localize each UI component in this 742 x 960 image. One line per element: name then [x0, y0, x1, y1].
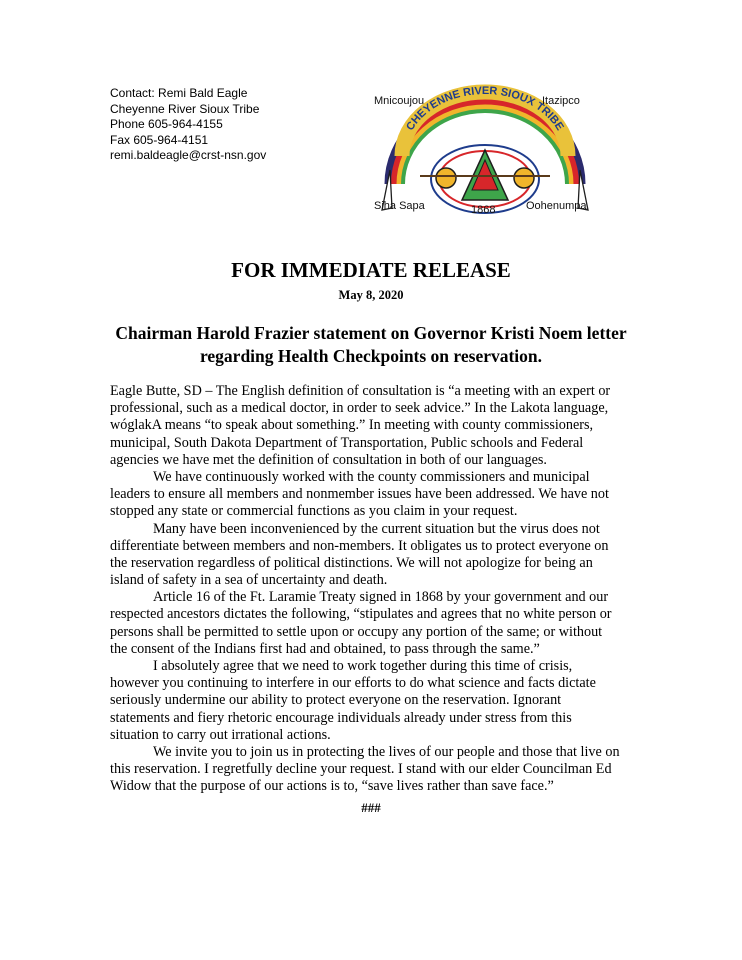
tribe-seal-icon — [366, 84, 604, 224]
headline-line: Chairman Harold Frazier statement on Governor Kristi Noem letter — [115, 323, 627, 343]
logo-label-itazipco: Itazipco — [542, 95, 580, 107]
body-line: I absolutely agree that we need to work together during this time of crisis, — [153, 658, 573, 674]
body-line: stopped any state or commercial functions as you claim in your request. — [110, 503, 518, 520]
body-line: municipal, South Dakota Department of Transportation, Public schools and Federal — [110, 434, 584, 451]
logo-label-oohenumpa: Oohenumpa — [526, 200, 587, 212]
body-line: agencies we have met the definition of consultation in both of our languages. — [110, 451, 547, 468]
body-line: this reservation. I regretfully decline your request. I stand with our elder Councilman Ed — [110, 761, 612, 778]
statement-body — [110, 383, 710, 796]
body-line: persons shall be permitted to settle upon or occupy any portion of the same; or without — [110, 623, 603, 640]
contact-block — [110, 86, 266, 164]
body-line: seriously undermine our ability to protect everyone on the reservation. Ignorant — [110, 692, 562, 709]
body-line: respected ancestors dictates the following, “stipulates and agrees that no white person or — [110, 606, 612, 623]
body-line: Widow that the purpose of our actions is to, “save lives rather than save face.” — [110, 778, 554, 795]
release-title: FOR IMMEDIATE RELEASE — [231, 258, 511, 282]
body-line: wóglakA means “to speak about something.” In meeting with county commissioners, — [110, 417, 594, 434]
release-date: May 8, 2020 — [338, 288, 404, 302]
headline — [60, 322, 682, 368]
body-line: the reservation regardless of political distinctions. We will not apologize for being an — [110, 554, 593, 571]
body-line: We invite you to join us in protecting the lives of our people and those that live on — [153, 743, 620, 760]
end-mark: ### — [361, 800, 381, 815]
tribe-logo — [366, 84, 604, 224]
logo-banner-text: CHEYENNE RIVER SIOUX TRIBE — [404, 84, 566, 133]
headline-line: regarding Health Checkpoints on reservation. — [199, 346, 543, 366]
contact-email: remi.baldeagle@crst-nsn.gov — [110, 148, 267, 162]
body-line: statements and fiery rhetoric encourage individuals already under stress from this — [110, 709, 572, 726]
body-line: island of safety in a sea of uncertainty and death. — [110, 572, 388, 589]
logo-label-mnicoujou: Mnicoujou — [374, 95, 425, 107]
logo-year: 1868 — [471, 204, 496, 216]
body-line: situation to carry out irrational actions. — [110, 726, 331, 743]
body-line: the consent of the Indians first had and obtained, to pass through the same.” — [110, 640, 540, 657]
contact-fax: Fax 605-964-4151 — [110, 132, 209, 147]
body-line: leaders to ensure all members and nonmember issues have been addressed. We have not — [110, 486, 609, 503]
contact-organization: Cheyenne River Sioux Tribe — [110, 101, 260, 116]
body-line: Many have been inconvenienced by the current situation but the virus does not — [153, 520, 600, 537]
body-line: differentiate between members and non-members. It obligates us to protect everyone on — [110, 537, 609, 554]
contact-name: Contact: Remi Bald Eagle — [110, 86, 248, 100]
body-line: however you continuing to interfere in our efforts to do what science and facts dictate — [110, 675, 596, 692]
body-line: We have continuously worked with the county commissioners and municipal — [153, 468, 590, 485]
body-line: professional, such as a medical doctor, in order to seek advice.” In the Lakota language, — [110, 400, 609, 417]
contact-phone: Phone 605-964-4155 — [110, 117, 223, 131]
body-line: Article 16 of the Ft. Laramie Treaty signed in 1868 by your government and our — [153, 589, 609, 606]
body-line: Eagle Butte, SD – The English definition of consultation is “a meeting with an expert or — [110, 383, 611, 399]
logo-label-siha-sapa: Siha Sapa — [374, 200, 425, 212]
